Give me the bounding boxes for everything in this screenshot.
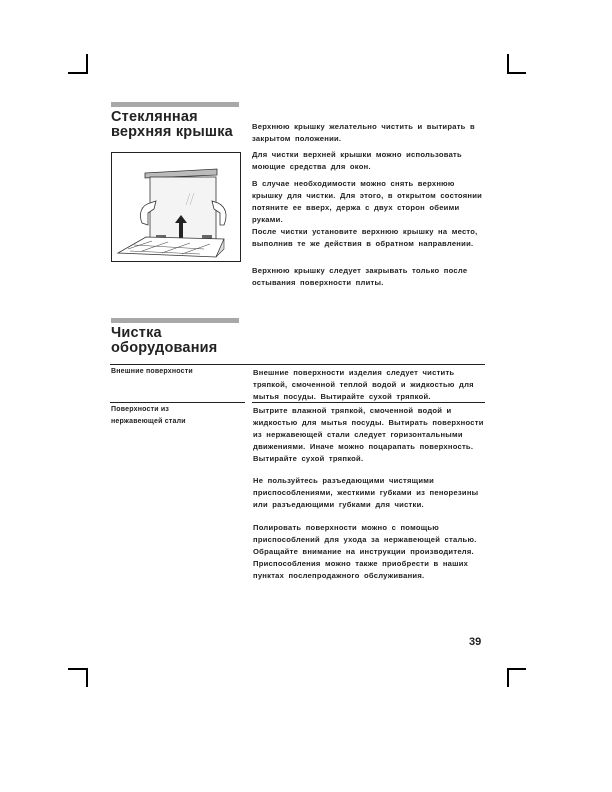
row-text-stainless-steel: Вытрите влажной тряпкой, смоченной водой и жидкостью для мытья посуды. Вытирать поверхности из нержавеющей стали следует горизонтальными движениями. Иначе можно поцарапать поверхность. Вытирайте сухой тряпкой. xyxy=(253,406,484,463)
paragraph: Верхнюю крышку желательно чистить и вытирать в закрытом положении. xyxy=(252,122,475,143)
crop-mark-top-left-h xyxy=(68,72,88,74)
glass-lid-drawing xyxy=(112,153,240,261)
row-text-exterior-surfaces: Внешние поверхности изделия следует чистить тряпкой, смоченной теплой водой и жидкостью для мытья посуды. Вытирайте сухой тряпкой. xyxy=(253,368,474,401)
crop-mark-top-right-h xyxy=(507,72,526,74)
section-title-glass-lid xyxy=(111,110,233,140)
table-top-rule xyxy=(110,364,485,365)
row-label-line2: нержавеющей стали xyxy=(111,418,186,425)
section-title-equipment-cleaning xyxy=(111,326,217,356)
page-number: 39 xyxy=(469,636,482,648)
crop-mark-bottom-left-h xyxy=(68,668,88,670)
section-title-line1: Чистка xyxy=(111,325,162,341)
crop-mark-bottom-left-v xyxy=(86,668,88,687)
section-title-line1: Стеклянная xyxy=(111,109,198,125)
paragraph: В случае необходимости можно снять верхнюю крышку для чистки. Для этого, в открытом состоянии потяните ее вверх, держа с двух сторон обеими руками. xyxy=(252,179,483,224)
paragraph: После чистки установите верхнюю крышку на место, выполнив те же действия в обратном направлении. xyxy=(252,227,478,248)
table-row-rule-left xyxy=(110,402,245,403)
section-title-line2: оборудования xyxy=(111,340,218,356)
row-text-stainless-steel: Не пользуйтесь разъедающими чистящими приспособлениями, жесткими губками из пенорезины или разъедающими губками для чистки. xyxy=(253,476,479,509)
section-title-line2: верхняя крышка xyxy=(111,124,233,140)
row-label-stainless-steel xyxy=(111,404,186,428)
row-label-line1: Поверхности из xyxy=(111,406,170,413)
paragraph: Для чистки верхней крышки можно использовать моющие средства для окон. xyxy=(252,150,462,171)
table-row-rule-right xyxy=(252,402,485,403)
glass-lid-illustration xyxy=(111,152,241,262)
row-text-stainless-steel: Полировать поверхности можно с помощью приспособлений для ухода за нержавеющей сталью. Обращайте внимание на инструкции производителя. Приспособления можно также приобрести в наших пунктах послепродажного обслуживания. xyxy=(253,523,477,580)
row-label-exterior-surfaces: Внешние поверхности xyxy=(111,368,193,375)
section-divider-bar xyxy=(111,102,239,107)
crop-mark-bottom-right-v xyxy=(507,668,509,687)
paragraph: Верхнюю крышку следует закрывать только после остывания поверхности плиты. xyxy=(252,266,468,287)
crop-mark-bottom-right-h xyxy=(507,668,526,670)
crop-mark-top-left-v xyxy=(86,54,88,73)
section-divider-bar xyxy=(111,318,239,323)
crop-mark-top-right-v xyxy=(507,54,509,73)
